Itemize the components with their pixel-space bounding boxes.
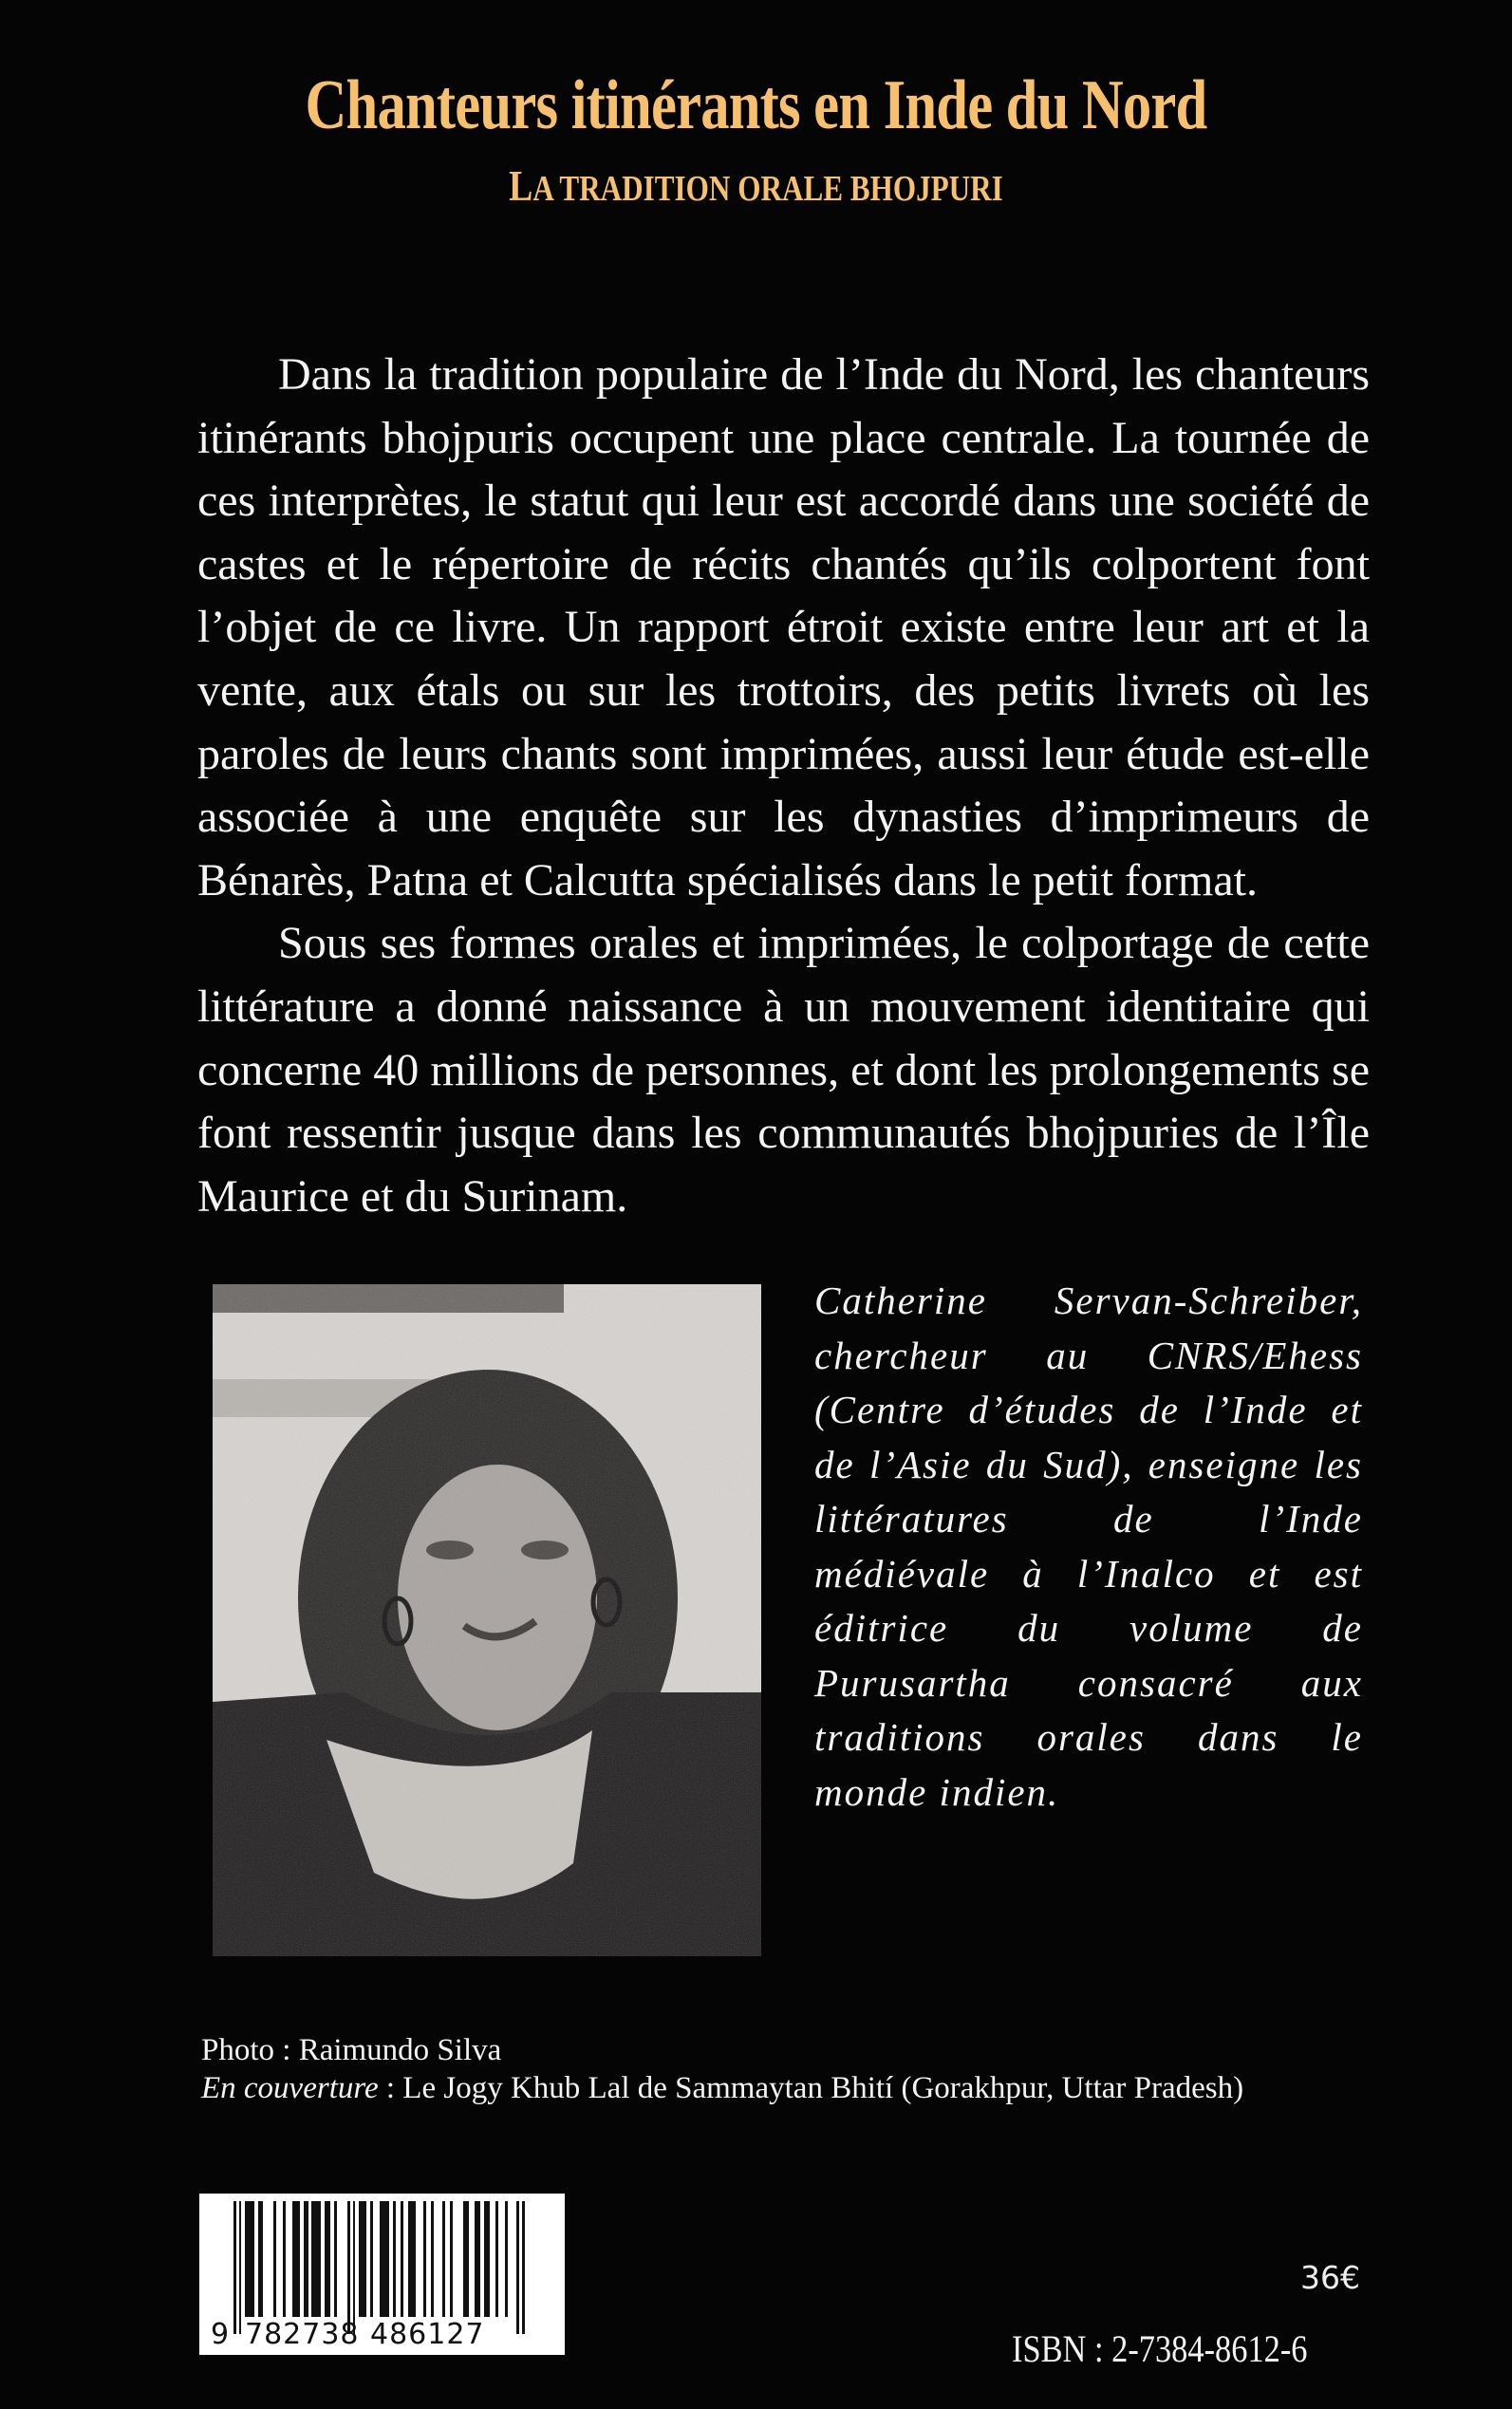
subtitle-rest: A TRADITION ORALE BHOJPURI bbox=[532, 169, 1003, 209]
barcode-right-digits: 486127 bbox=[370, 2318, 485, 2351]
barcode-first-digit: 9 bbox=[211, 2318, 230, 2351]
book-title: Chanteurs itinérants en Inde du Nord bbox=[305, 66, 1207, 144]
author-bio: Catherine Servan-Schreiber, chercheur au CNRS/Ehess (Centre d’études de l’Inde et de l’Asie du Sud), enseigne les littératures de l’Inde médiévale à l’Inalco et est éditrice du volume de Purusartha consacré aux traditions orales dans le monde indien. bbox=[814, 1279, 1363, 1814]
isbn: ISBN : 2-7384-8612-6 bbox=[1012, 2327, 1308, 2370]
summary-paragraph-1: Dans la tradition populaire de l’Inde du Nord, les chanteurs itinérants bhojpuris occupent une place centrale. La tournée de ces interprètes, le statut qui leur est accordé dans une société de castes et le répertoire de récits chantés qu’ils colportent font l’objet de ce livre. Un rapport étroit existe entre leur art et la vente, aux étals ou sur les trottoirs, des petits livrets où les paroles de leurs chants sont imprimées, aussi leur étude est-elle associée à une enquête sur les dynasties d’imprimeurs de Bénarès, Patna et Calcutta spécialisés dans le petit format. bbox=[197, 349, 1370, 906]
barcode-left-digits: 782738 bbox=[245, 2318, 360, 2351]
cover-credit-text: : Le Jogy Khub Lal de Sammaytan Bhití (Gorakhpur, Uttar Pradesh) bbox=[378, 2071, 1244, 2105]
portrait-image bbox=[213, 1284, 761, 1956]
credits bbox=[201, 2031, 1369, 2107]
summary-text bbox=[197, 344, 1370, 1228]
barcode-icon bbox=[199, 2194, 565, 2355]
author-photo bbox=[213, 1284, 761, 1956]
cover-credit bbox=[201, 2069, 1369, 2107]
book-subtitle bbox=[136, 159, 1375, 215]
subtitle-initial: L bbox=[509, 161, 533, 210]
barcode bbox=[199, 2194, 565, 2355]
cover-credit-label: En couverture bbox=[201, 2071, 379, 2105]
price: 36€ bbox=[1300, 2259, 1360, 2296]
summary-paragraph-2: Sous ses formes orales et imprimées, le colportage de cette littérature a donné naissance à un mouvement identitaire qui concerne 40 millions de personnes, et dont les prolongements se font ressentir jusque dans les communautés bhojpuries de l’Île Maurice et du Surinam. bbox=[197, 918, 1370, 1222]
photo-credit: Photo : Raimundo Silva bbox=[201, 2033, 502, 2067]
